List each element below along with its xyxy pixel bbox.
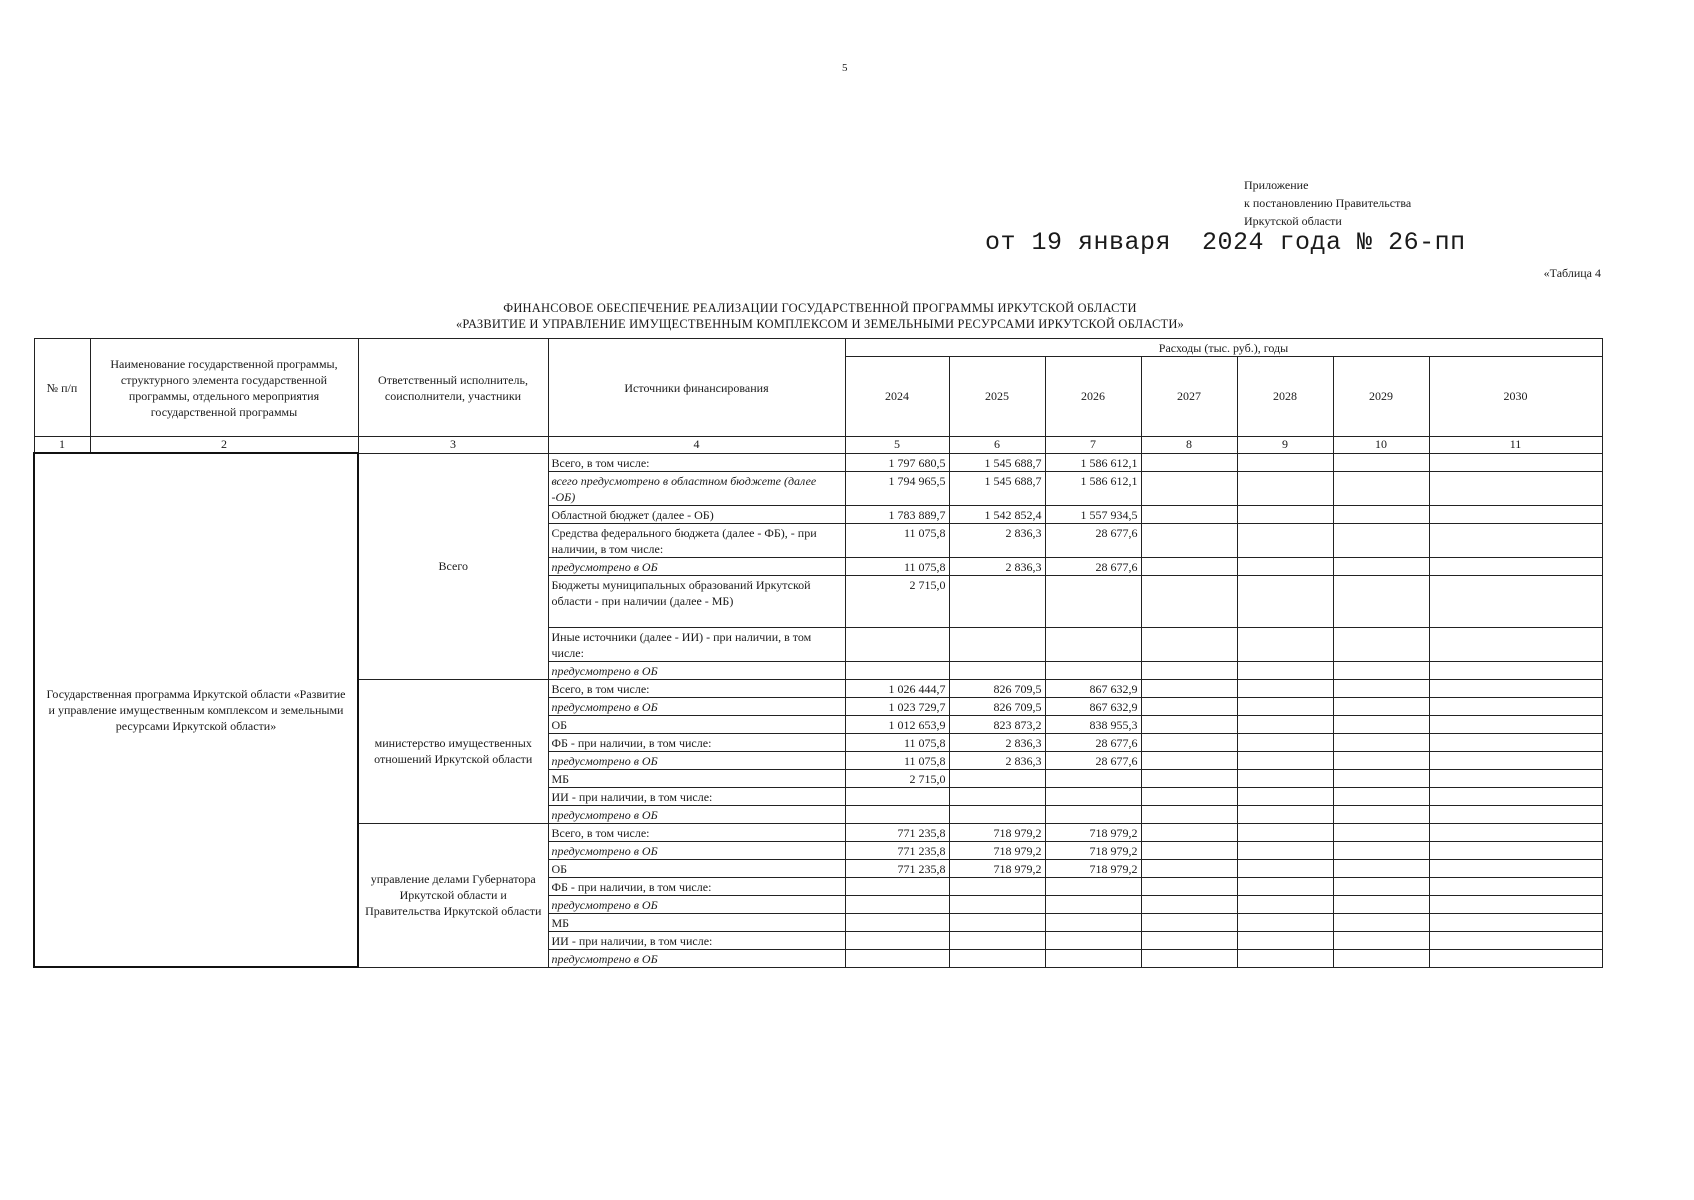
value-cell-2028 [1237,949,1333,967]
value-cell-2030 [1429,733,1602,751]
value-cell-2029 [1333,877,1429,895]
value-cell-2024: 11 075,8 [845,557,949,575]
header-name: Наименование государственной программы, структурного элемента государственной программы, отдельного мероприятия государственной программы [90,339,358,437]
value-cell-2030 [1429,679,1602,697]
value-cell-2025: 826 709,5 [949,679,1045,697]
value-cell-2029 [1333,787,1429,805]
value-cell-2024: 771 235,8 [845,823,949,841]
index-row [34,437,1602,454]
value-cell-2025: 1 545 688,7 [949,453,1045,471]
value-cell-2030 [1429,823,1602,841]
value-cell-2025 [949,895,1045,913]
table-row [34,453,1602,471]
table-reference: «Таблица 4 [1543,266,1601,280]
source-cell: предусмотрено в ОБ [548,895,845,913]
value-cell-2029 [1333,575,1429,627]
header-expenses: Расходы (тыс. руб.), годы [845,339,1602,357]
value-cell-2030 [1429,505,1602,523]
value-cell-2030 [1429,661,1602,679]
executor-cell: управление делами Губернатора Иркутской области и Правительства Иркутской области [358,823,548,967]
value-cell-2029 [1333,895,1429,913]
value-cell-2027 [1141,823,1237,841]
header-year: 2029 [1333,357,1429,437]
value-cell-2028 [1237,769,1333,787]
value-cell-2027 [1141,949,1237,967]
value-cell-2027 [1141,931,1237,949]
value-cell-2025 [949,575,1045,627]
value-cell-2024: 771 235,8 [845,841,949,859]
value-cell-2027 [1141,751,1237,769]
value-cell-2028 [1237,575,1333,627]
value-cell-2024: 11 075,8 [845,523,949,557]
value-cell-2027 [1141,523,1237,557]
document-title [0,300,1640,332]
value-cell-2026: 867 632,9 [1045,697,1141,715]
value-cell-2027 [1141,627,1237,661]
value-cell-2026 [1045,931,1141,949]
value-cell-2030 [1429,627,1602,661]
value-cell-2024: 11 075,8 [845,733,949,751]
value-cell-2025: 2 836,3 [949,751,1045,769]
source-cell: Всего, в том числе: [548,453,845,471]
resolution-date: от 19 января 2024 года № 26-пп [985,228,1466,257]
column-index: 9 [1237,437,1333,454]
value-cell-2025 [949,661,1045,679]
column-index: 3 [358,437,548,454]
executor-cell: Всего [358,453,548,679]
value-cell-2024: 2 715,0 [845,575,949,627]
value-cell-2026: 867 632,9 [1045,679,1141,697]
value-cell-2029 [1333,823,1429,841]
value-cell-2027 [1141,787,1237,805]
value-cell-2030 [1429,841,1602,859]
source-cell: Всего, в том числе: [548,823,845,841]
value-cell-2025: 2 836,3 [949,557,1045,575]
source-cell: предусмотрено в ОБ [548,697,845,715]
value-cell-2025: 1 545 688,7 [949,471,1045,505]
value-cell-2030 [1429,453,1602,471]
source-cell: ИИ - при наличии, в том числе: [548,931,845,949]
header-year: 2024 [845,357,949,437]
value-cell-2026: 28 677,6 [1045,751,1141,769]
value-cell-2026 [1045,805,1141,823]
value-cell-2029 [1333,627,1429,661]
value-cell-2028 [1237,697,1333,715]
value-cell-2027 [1141,913,1237,931]
value-cell-2027 [1141,733,1237,751]
value-cell-2028 [1237,453,1333,471]
header-num: № п/п [34,339,90,437]
value-cell-2026 [1045,787,1141,805]
value-cell-2028 [1237,471,1333,505]
value-cell-2029 [1333,557,1429,575]
value-cell-2026 [1045,575,1141,627]
value-cell-2025 [949,949,1045,967]
value-cell-2025 [949,931,1045,949]
appendix-block [1244,176,1411,230]
source-cell: всего предусмотрено в областном бюджете (далее -ОБ) [548,471,845,505]
value-cell-2028 [1237,505,1333,523]
financing-table [33,338,1603,968]
value-cell-2027 [1141,679,1237,697]
value-cell-2027 [1141,471,1237,505]
appendix-line: Приложение [1244,178,1309,192]
value-cell-2026: 718 979,2 [1045,859,1141,877]
value-cell-2028 [1237,715,1333,733]
column-index: 7 [1045,437,1141,454]
value-cell-2026 [1045,877,1141,895]
value-cell-2027 [1141,715,1237,733]
value-cell-2027 [1141,895,1237,913]
value-cell-2028 [1237,751,1333,769]
value-cell-2025: 2 836,3 [949,733,1045,751]
header-year: 2028 [1237,357,1333,437]
header-executor: Ответственный исполнитель, соисполнители, участники [358,339,548,437]
value-cell-2027 [1141,697,1237,715]
value-cell-2026 [1045,949,1141,967]
value-cell-2029 [1333,453,1429,471]
value-cell-2030 [1429,859,1602,877]
value-cell-2024 [845,913,949,931]
executor-cell: министерство имущественных отношений Иркутской области [358,679,548,823]
value-cell-2028 [1237,913,1333,931]
value-cell-2024: 2 715,0 [845,769,949,787]
column-index: 2 [90,437,358,454]
value-cell-2028 [1237,733,1333,751]
value-cell-2024: 11 075,8 [845,751,949,769]
value-cell-2025: 2 836,3 [949,523,1045,557]
column-index: 1 [34,437,90,454]
value-cell-2024 [845,877,949,895]
value-cell-2027 [1141,877,1237,895]
value-cell-2026: 28 677,6 [1045,523,1141,557]
header-year: 2026 [1045,357,1141,437]
value-cell-2030 [1429,769,1602,787]
value-cell-2029 [1333,679,1429,697]
title-line: ФИНАНСОВОЕ ОБЕСПЕЧЕНИЕ РЕАЛИЗАЦИИ ГОСУДАРСТВЕННОЙ ПРОГРАММЫ ИРКУТСКОЙ ОБЛАСТИ [503,301,1137,315]
value-cell-2030 [1429,805,1602,823]
source-cell: Всего, в том числе: [548,679,845,697]
value-cell-2024 [845,895,949,913]
value-cell-2028 [1237,823,1333,841]
value-cell-2028 [1237,841,1333,859]
value-cell-2026: 28 677,6 [1045,557,1141,575]
value-cell-2029 [1333,751,1429,769]
value-cell-2029 [1333,931,1429,949]
source-cell: ИИ - при наличии, в том числе: [548,787,845,805]
value-cell-2025: 826 709,5 [949,697,1045,715]
source-cell: предусмотрено в ОБ [548,751,845,769]
value-cell-2024 [845,949,949,967]
column-index: 5 [845,437,949,454]
value-cell-2026: 838 955,3 [1045,715,1141,733]
source-cell: предусмотрено в ОБ [548,805,845,823]
value-cell-2030 [1429,949,1602,967]
value-cell-2028 [1237,787,1333,805]
value-cell-2029 [1333,505,1429,523]
value-cell-2030 [1429,715,1602,733]
source-cell: ОБ [548,715,845,733]
column-index: 6 [949,437,1045,454]
source-cell: МБ [548,769,845,787]
source-cell: МБ [548,913,845,931]
value-cell-2025: 718 979,2 [949,859,1045,877]
value-cell-2027 [1141,453,1237,471]
value-cell-2026: 1 586 612,1 [1045,453,1141,471]
value-cell-2029 [1333,697,1429,715]
value-cell-2028 [1237,679,1333,697]
value-cell-2024: 1 794 965,5 [845,471,949,505]
column-index: 8 [1141,437,1237,454]
title-line: «РАЗВИТИЕ И УПРАВЛЕНИЕ ИМУЩЕСТВЕННЫМ КОМПЛЕКСОМ И ЗЕМЕЛЬНЫМИ РЕСУРСАМИ ИРКУТСКОЙ ОБЛАСТИ» [455,317,1184,331]
value-cell-2024 [845,627,949,661]
value-cell-2028 [1237,859,1333,877]
source-cell: Бюджеты муниципальных образований Иркутской области - при наличии (далее - МБ) [548,575,845,627]
source-cell: ОБ [548,859,845,877]
value-cell-2027 [1141,661,1237,679]
value-cell-2024: 1 783 889,7 [845,505,949,523]
value-cell-2028 [1237,895,1333,913]
value-cell-2029 [1333,859,1429,877]
value-cell-2025: 1 542 852,4 [949,505,1045,523]
value-cell-2027 [1141,557,1237,575]
value-cell-2025 [949,913,1045,931]
value-cell-2029 [1333,841,1429,859]
value-cell-2026: 718 979,2 [1045,841,1141,859]
table-body [34,453,1602,967]
value-cell-2030 [1429,913,1602,931]
value-cell-2024: 1 012 653,9 [845,715,949,733]
value-cell-2029 [1333,733,1429,751]
value-cell-2024 [845,661,949,679]
value-cell-2028 [1237,523,1333,557]
value-cell-2025 [949,805,1045,823]
value-cell-2028 [1237,557,1333,575]
value-cell-2029 [1333,769,1429,787]
source-cell: Иные источники (далее - ИИ) - при наличии, в том числе: [548,627,845,661]
value-cell-2028 [1237,627,1333,661]
value-cell-2029 [1333,805,1429,823]
value-cell-2026 [1045,769,1141,787]
value-cell-2026 [1045,661,1141,679]
header-year: 2025 [949,357,1045,437]
page-number: 5 [842,62,848,74]
column-index: 4 [548,437,845,454]
value-cell-2024: 1 797 680,5 [845,453,949,471]
value-cell-2028 [1237,661,1333,679]
value-cell-2025 [949,769,1045,787]
value-cell-2027 [1141,505,1237,523]
value-cell-2030 [1429,787,1602,805]
value-cell-2029 [1333,471,1429,505]
value-cell-2030 [1429,895,1602,913]
value-cell-2027 [1141,859,1237,877]
value-cell-2026: 1 557 934,5 [1045,505,1141,523]
value-cell-2030 [1429,557,1602,575]
value-cell-2024: 1 026 444,7 [845,679,949,697]
value-cell-2027 [1141,841,1237,859]
column-index: 11 [1429,437,1602,454]
value-cell-2025: 718 979,2 [949,823,1045,841]
value-cell-2024 [845,805,949,823]
value-cell-2030 [1429,575,1602,627]
value-cell-2025 [949,627,1045,661]
value-cell-2030 [1429,523,1602,557]
value-cell-2026 [1045,895,1141,913]
value-cell-2024 [845,931,949,949]
source-cell: Средства федерального бюджета (далее - ФБ), - при наличии, в том числе: [548,523,845,557]
value-cell-2025 [949,877,1045,895]
value-cell-2026 [1045,913,1141,931]
value-cell-2026: 28 677,6 [1045,733,1141,751]
value-cell-2024: 771 235,8 [845,859,949,877]
value-cell-2028 [1237,931,1333,949]
source-cell: предусмотрено в ОБ [548,841,845,859]
appendix-line: к постановлению Правительства [1244,196,1412,210]
column-index: 10 [1333,437,1429,454]
value-cell-2026 [1045,627,1141,661]
value-cell-2025: 823 873,2 [949,715,1045,733]
value-cell-2026: 1 586 612,1 [1045,471,1141,505]
header-sources: Источники финансирования [548,339,845,437]
source-cell: Областной бюджет (далее - ОБ) [548,505,845,523]
header-year: 2030 [1429,357,1602,437]
value-cell-2028 [1237,805,1333,823]
value-cell-2029 [1333,715,1429,733]
program-name: Государственная программа Иркутской области «Развитие и управление имущественным комплексом и земельными ресурсами Иркутской области» [34,453,358,967]
value-cell-2024 [845,787,949,805]
value-cell-2030 [1429,697,1602,715]
value-cell-2029 [1333,913,1429,931]
appendix-line: Иркутской области [1244,214,1342,228]
value-cell-2025 [949,787,1045,805]
value-cell-2024: 1 023 729,7 [845,697,949,715]
value-cell-2027 [1141,575,1237,627]
value-cell-2029 [1333,949,1429,967]
value-cell-2030 [1429,931,1602,949]
header-year: 2027 [1141,357,1237,437]
value-cell-2027 [1141,805,1237,823]
source-cell: предусмотрено в ОБ [548,557,845,575]
source-cell: предусмотрено в ОБ [548,949,845,967]
value-cell-2029 [1333,523,1429,557]
value-cell-2028 [1237,877,1333,895]
value-cell-2030 [1429,877,1602,895]
source-cell: ФБ - при наличии, в том числе: [548,877,845,895]
value-cell-2026: 718 979,2 [1045,823,1141,841]
value-cell-2025: 718 979,2 [949,841,1045,859]
value-cell-2029 [1333,661,1429,679]
value-cell-2027 [1141,769,1237,787]
value-cell-2030 [1429,751,1602,769]
value-cell-2030 [1429,471,1602,505]
source-cell: предусмотрено в ОБ [548,661,845,679]
source-cell: ФБ - при наличии, в том числе: [548,733,845,751]
